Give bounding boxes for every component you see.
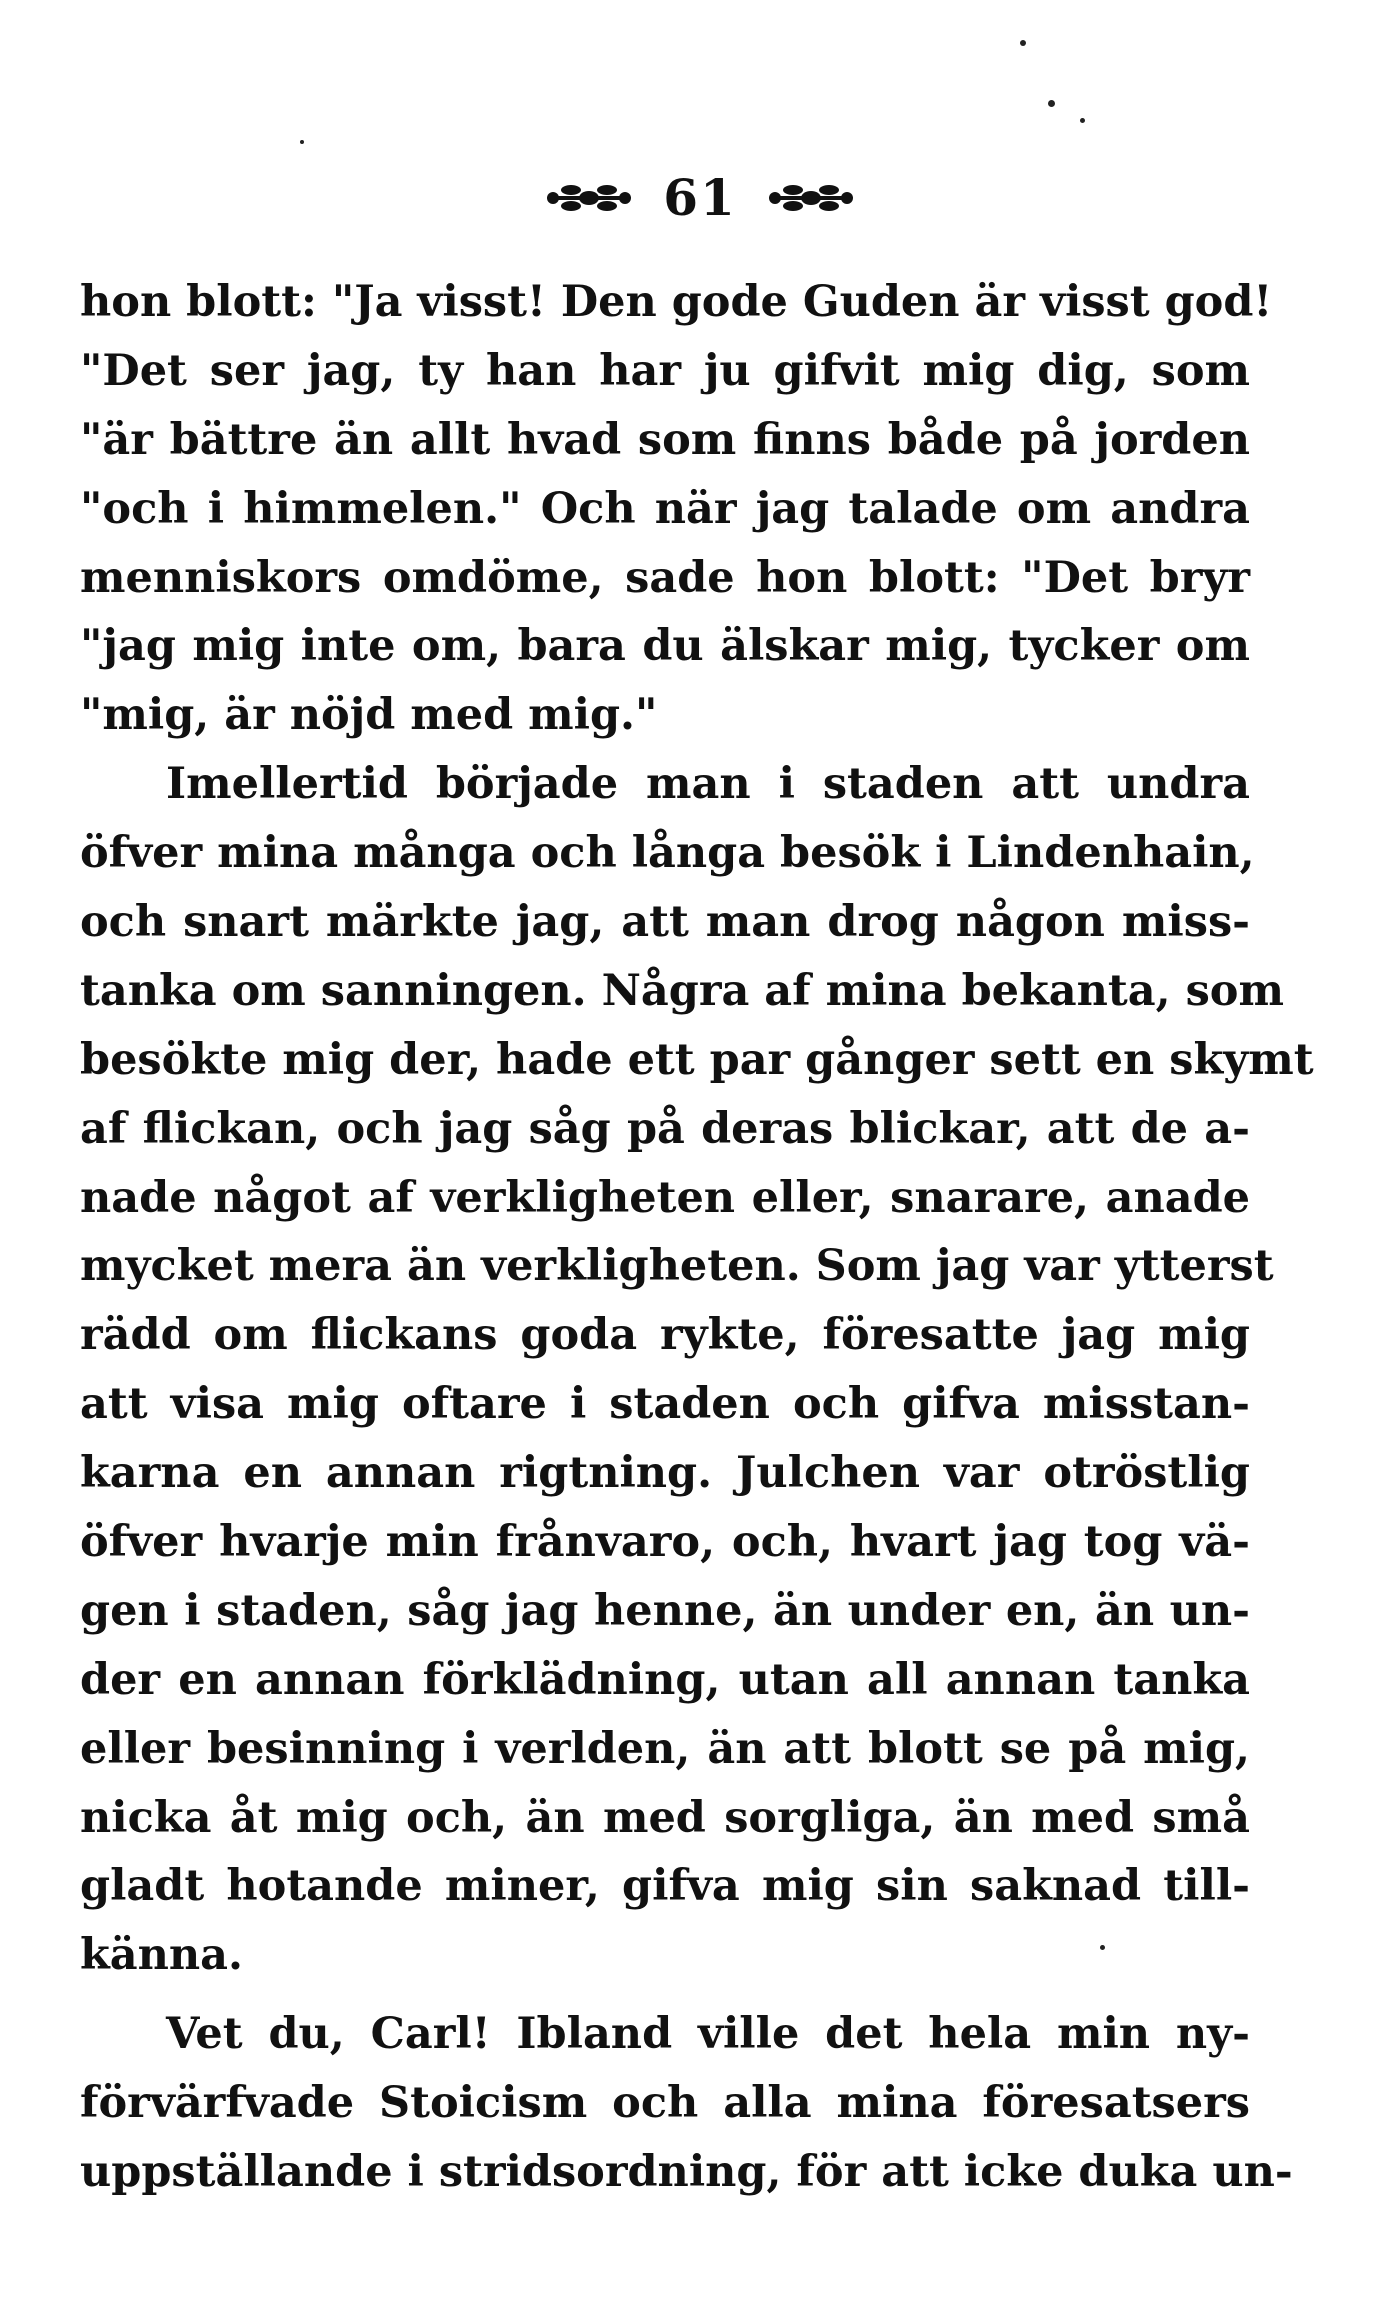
text-line: eller besinning i verlden, än att blott se på mig, bbox=[80, 1723, 1250, 1774]
text-line: menniskors omdöme, sade hon blott: "Det bryr bbox=[80, 552, 1250, 603]
text-line: öfver hvarje min frånvaro, och, hvart jag tog vä- bbox=[80, 1517, 1250, 1568]
text-line: rädd om flickans goda rykte, föresatte jag mig bbox=[80, 1310, 1250, 1361]
right-ornament-icon bbox=[763, 178, 859, 218]
text-line: af flickan, och jag såg på deras blickar, att de a- bbox=[80, 1103, 1250, 1154]
print-speck bbox=[300, 140, 304, 144]
page-header bbox=[0, 168, 1400, 228]
text-line: gen i staden, såg jag henne, än under en, än un- bbox=[80, 1585, 1250, 1636]
text-line: "mig, är nöjd med mig." bbox=[80, 690, 658, 741]
text-line: besökte mig der, hade ett par gånger sett en skymt bbox=[80, 1034, 1314, 1085]
text-line: "och i himmelen." Och när jag talade om andra bbox=[80, 483, 1250, 534]
left-ornament-icon bbox=[541, 178, 637, 218]
text-line: "Det ser jag, ty han har ju gifvit mig dig, som bbox=[80, 345, 1250, 396]
text-line: förvärfvade Stoicism och alla mina föresatsers bbox=[80, 2078, 1250, 2129]
text-line: der en annan förklädning, utan all annan tanka bbox=[80, 1654, 1250, 1705]
print-speck bbox=[1080, 118, 1085, 123]
text-line: uppställande i stridsordning, för att icke duka un- bbox=[80, 2147, 1293, 2198]
text-line: känna. bbox=[80, 1930, 244, 1981]
text-line: nade något af verkligheten eller, snarare, anade bbox=[80, 1172, 1250, 1223]
print-speck bbox=[1100, 1945, 1105, 1950]
print-speck bbox=[1020, 40, 1026, 46]
page-number: 61 bbox=[663, 168, 737, 227]
text-line: Imellertid började man i staden att undra bbox=[166, 759, 1250, 810]
text-line: gladt hotande miner, gifva mig sin saknad till- bbox=[80, 1861, 1250, 1912]
text-line: öfver mina många och långa besök i Lindenhain, bbox=[80, 828, 1255, 879]
body-text bbox=[80, 268, 1314, 2207]
text-line: att visa mig oftare i staden och gifva misstan- bbox=[80, 1379, 1250, 1430]
text-line: Vet du, Carl! Ibland ville det hela min ny- bbox=[166, 2009, 1250, 2060]
text-line: karna en annan rigtning. Julchen var otröstlig bbox=[80, 1448, 1250, 1499]
text-line: "jag mig inte om, bara du älskar mig, tycker om bbox=[80, 621, 1250, 672]
text-line: hon blott: "Ja visst! Den gode Guden är visst god! bbox=[80, 277, 1273, 327]
text-line: och snart märkte jag, att man drog någon miss- bbox=[80, 897, 1250, 948]
text-line: "är bättre än allt hvad som finns både på jorden bbox=[80, 414, 1250, 465]
text-line: nicka åt mig och, än med sorgliga, än med små bbox=[80, 1792, 1250, 1843]
text-line: tanka om sanningen. Några af mina bekanta, som bbox=[80, 965, 1284, 1016]
text-line: mycket mera än verkligheten. Som jag var ytterst bbox=[80, 1241, 1274, 1292]
print-speck bbox=[1048, 100, 1055, 107]
